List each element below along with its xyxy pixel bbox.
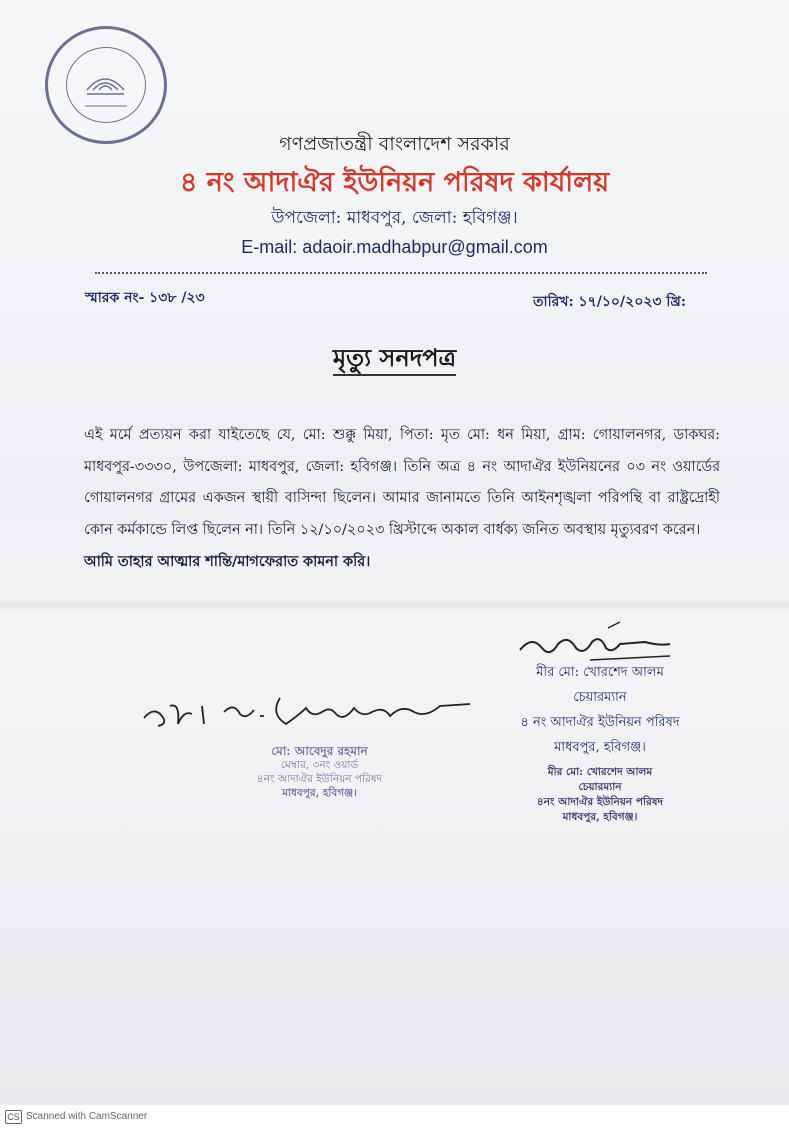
certificate-title-text: মৃত্যু সনদপত্র <box>333 343 456 376</box>
union-seal <box>45 26 167 144</box>
chairman-stamp-line: ৪নং আদাঐর ইউনিয়ন পরিষদ <box>536 796 664 808</box>
scanner-watermark: Scanned with CamScanner <box>26 1111 148 1122</box>
member-stamp-line: মো: আবেদুর রহমান <box>271 744 368 758</box>
member-stamp-line: মেম্বার, ৩নং ওয়ার্ড <box>280 759 359 771</box>
memo-date: তারিখ: ১৭/১০/২০২৩ খ্রি: <box>533 294 686 310</box>
certificate-body-text: এই মর্মে প্রত্যয়ন করা যাইতেছে যে, মো: শুক্কু মিয়া, পিতা: মৃত মো: ধন মিয়া, গ্রাম: গোয়ালনগর, ডাকঘর: মাধবপুর-৩৩৩০, উপজেলা: মাধবপুর, জেলা: হবিগঞ্জ। তিনি অত্র ৪ নং আদাঐর ইউনিয়নের ০৩ নং ওয়ার্ডের গোয়ালনগর গ্রামের একজন স্থায়ী বাসিন্দা ছিলেন। আমার জানামতে তিনি আইনশৃঙ্খলা পরিপন্থি বা রাষ্ট্রদ্রোহী কোন কর্মকান্ডে লিপ্ত ছিলেন না। তিনি ১২/১০/২০২৩ খ্রিস্টাব্দে অকাল বার্ধক্য জনিত অবস্থায় মৃত্যুবরণ করেন। <box>84 427 720 538</box>
memo-reference: স্মারক নং- ১৩৮ /২৩ <box>85 290 205 306</box>
office-address: উপজেলা: মাধবপুর, জেলা: হবিগঞ্জ। <box>271 208 518 228</box>
chairman-stamp-line: মাধবপুর, হবিগঞ্জ। <box>562 811 638 823</box>
scanner-footer <box>0 1105 789 1130</box>
chairman-name: মীর মো: খোরশেদ আলম <box>536 665 664 680</box>
member-stamp-line: মাধবপুর, হবিগঞ্জ। <box>282 787 357 799</box>
office-email: E-mail: adaoir.madhabpur@gmail.com <box>241 237 548 257</box>
member-stamp <box>232 744 407 800</box>
chairman-designation: চেয়ারম্যান <box>573 690 627 705</box>
office-heading: ৪ নং আদাঐর ইউনিয়ন পরিষদ কার্যালয় <box>179 167 610 198</box>
chairman-office: ৪ নং আদাঐর ইউনিয়ন পরিষদ <box>520 715 680 730</box>
member-signature <box>140 684 480 744</box>
certificate-title <box>0 340 789 380</box>
chairman-stamp-line: চেয়ারম্যান <box>578 781 622 793</box>
header-divider <box>95 272 707 274</box>
paper-fold <box>0 598 789 612</box>
chairman-block <box>500 660 700 760</box>
camscanner-logo-icon: CS <box>5 1110 22 1124</box>
member-stamp-line: ৪নং আদাঐর ইউনিয়ন পরিষদ <box>256 773 383 785</box>
certificate-closing: আমি তাহার আত্মার শান্তি/মাগফেরাত কামনা করি। <box>84 553 371 570</box>
seal-inner-ring <box>66 47 146 123</box>
chairman-location: মাধবপুর, হবিগঞ্জ। <box>554 740 646 755</box>
chairman-stamp-line: মীর মো: খোরশেদ আলম <box>547 766 653 778</box>
chairman-stamp <box>510 765 690 825</box>
government-heading: গণপ্রজাতন্ত্রী বাংলাদেশ সরকার <box>279 133 510 155</box>
certificate-body <box>84 420 720 579</box>
seal-emblem-icon <box>67 48 144 121</box>
